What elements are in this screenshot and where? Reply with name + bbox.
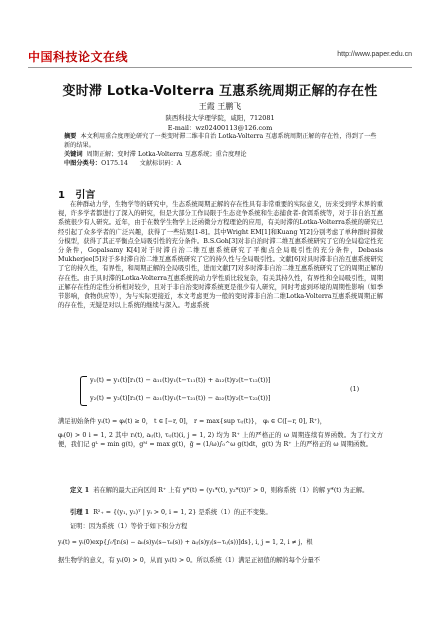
site-header <box>28 48 412 66</box>
abstract-text: 本文利用重合度理论研究了一类变时滞二维非自治 Lotka-Volterra 互惠系统周期正解的存在性，得到了一些新的结果。 <box>64 133 377 149</box>
initial-condition-text: φᵢ(0) > 0 i = 1, 2 其中 rᵢ(t), aᵢⱼ(t), τᵢⱼ(t)(i, j = 1, 2) 均为 R⁺ 上的严格正的 ω 周期连续有界函数。为了行文方便，我们记 gᴸ = min g(t)，gᴹ = max g(t)，ḡ = (1/ω)∫₀^ω g(t)dt，g(t) 为 R⁺ 上的严格正的 ω 周期函数。 <box>58 432 383 449</box>
abstract <box>64 132 380 150</box>
equation-1-line-2: y₂(t) = y₂(t)[r₂(t) − a₂₁(t)y₁(t−τ₂₁(t)) − a₂₂(t)y₂(t−τ₂₂(t))] <box>90 394 271 402</box>
header-divider <box>28 67 412 68</box>
paper-authors: 王霞 王鹏飞 <box>198 102 242 111</box>
class-label: 中图分类号： <box>64 160 102 167</box>
site-logo[interactable]: 中国科技论文在线 <box>28 50 129 64</box>
keywords <box>64 150 380 159</box>
lemma-label: 引理 1 <box>70 509 90 516</box>
doc-value: A <box>176 160 182 167</box>
proof-text: 证明：因为系统（1）等价于如下积分方程 <box>70 523 188 530</box>
initial-condition-line: 满足初始条件 yᵢ(t) = φᵢ(t) ≥ 0， t ∈ [−r, 0]， r = max{sup τᵢⱼ(t)}， φᵢ ∈ C([−r, 0], R⁺)， <box>58 418 327 425</box>
paper-email: E-mail：wz02400113@126.com <box>167 124 273 132</box>
equation-2: yᵢ(t) = yᵢ(0)exp{∫₀ᵗ[rᵢ(s) − aᵢᵢ(s)yᵢ(s−τᵢᵢ(s)) + aᵢⱼ(s)yⱼ(s−τᵢⱼ(s))]ds}, i, j = 1, 2, i ≠ j，根 <box>58 539 313 546</box>
system-brace <box>80 376 87 406</box>
site-url[interactable]: http://www.paper.edu.cn <box>337 51 412 58</box>
class-value: O175.14 <box>101 160 128 167</box>
intro-paragraph: 在种群动力学，生物学等的研究中，生态系统周期正解的存在性具有非常重要的实际意义，历来受到学术界的重视，许多学者都进行了深入的研究，但是大部分工作局限于生态竞争系统和生态捕食者-食饵系统等，对于非自治互惠系统很少有人研究。近年，由于在数学生物学上泛函微分方程理论的应用，有关时滞的Lotka-Volterra系统的研究已经引起了众多学者的广泛兴趣，获得了一些结果[1-8]。其中Wright EM[1]和Kuang Y[2]分别考虑了单种群时滞微分模型，获得了其正平衡点全局吸引性的充分条件。B.S.Goh[3]对非自治时滞二维互惠系统研究了它的全局稳定性充分条件，Gopalsamy K[4]对于时滞自治二维互惠系统研究了平衡点全局吸引性的充分条件，Debasis Mukherjee[5]对于多时滞自治二维互惠系统研究了它的持久性与全局吸引性。文献[6]对具时滞非自治互惠系统研究了它的持久性，有界性，和周期正解的全局吸引性，进而文献[7]对多时滞非自治二维互惠系统研究了它的周期正解的存在性。由于具时滞的Lotka-Volterra互惠系统的动力学性质比较复杂，有关其持久性，有界性和全局吸引性，周期正解存在性的定性分析相对较少，且对于非自治变时滞系统更是很少有人研究，同时考虑到环境的周期性影响（如季节影响，食物供应等），为与实际更接近，本文考虑更为一般的变时滞非自治二维Lotka-Volterra互惠系统周期正解的存在性，无疑是对以上系统的继续与深入。考虑系统 <box>58 201 383 310</box>
definition-text: 若在解的最大正向区间 R⁺ 上有 y*(t) = (y₁*(t), y₂*(t))ᵀ > 0，则称系统（1）的解 y*(t) 为正解。 <box>93 487 369 494</box>
section-heading <box>58 186 95 201</box>
lemma-1 <box>58 508 383 517</box>
closing-line: 据生物学的意义，有 yᵢ(0) > 0，从而 yᵢ(t) > 0。所以系统（1）满足正初值的解的每个分量不 <box>58 557 321 564</box>
definition-label: 定义 1 <box>70 487 90 494</box>
definition-1 <box>58 486 383 495</box>
classification <box>64 159 380 168</box>
keywords-label: 关键词 <box>64 151 83 158</box>
abstract-block <box>64 132 380 168</box>
lemma-text: R²₊ = {(y₁, y₂)ᵀ | yᵢ > 0, i = 1, 2} 是系统（1）的正不变集。 <box>93 509 272 516</box>
paper-affiliation: 陕西科技大学理学院，咸阳，712081 <box>165 114 275 122</box>
doc-label: 文献标识码： <box>139 160 177 167</box>
section-title: 引言 <box>75 190 96 201</box>
equation-1-number: (1) <box>350 385 360 393</box>
section-number: 1 <box>58 190 65 201</box>
paper-title: 变时滞 Lotka-Volterra 互惠系统周期正解的存在性 <box>62 84 378 99</box>
equation-1-line-1: y₁(t) = y₁(t)[r₁(t) − a₁₁(t)y₁(t−τ₁₁(t)) + a₁₂(t)y₂(t−τ₁₂(t))] <box>90 376 271 384</box>
abstract-label: 摘要 <box>64 133 77 140</box>
keywords-text: 周期正解；变时滞 Lotka-Volterra 互惠系统；重合度理论 <box>86 151 247 158</box>
